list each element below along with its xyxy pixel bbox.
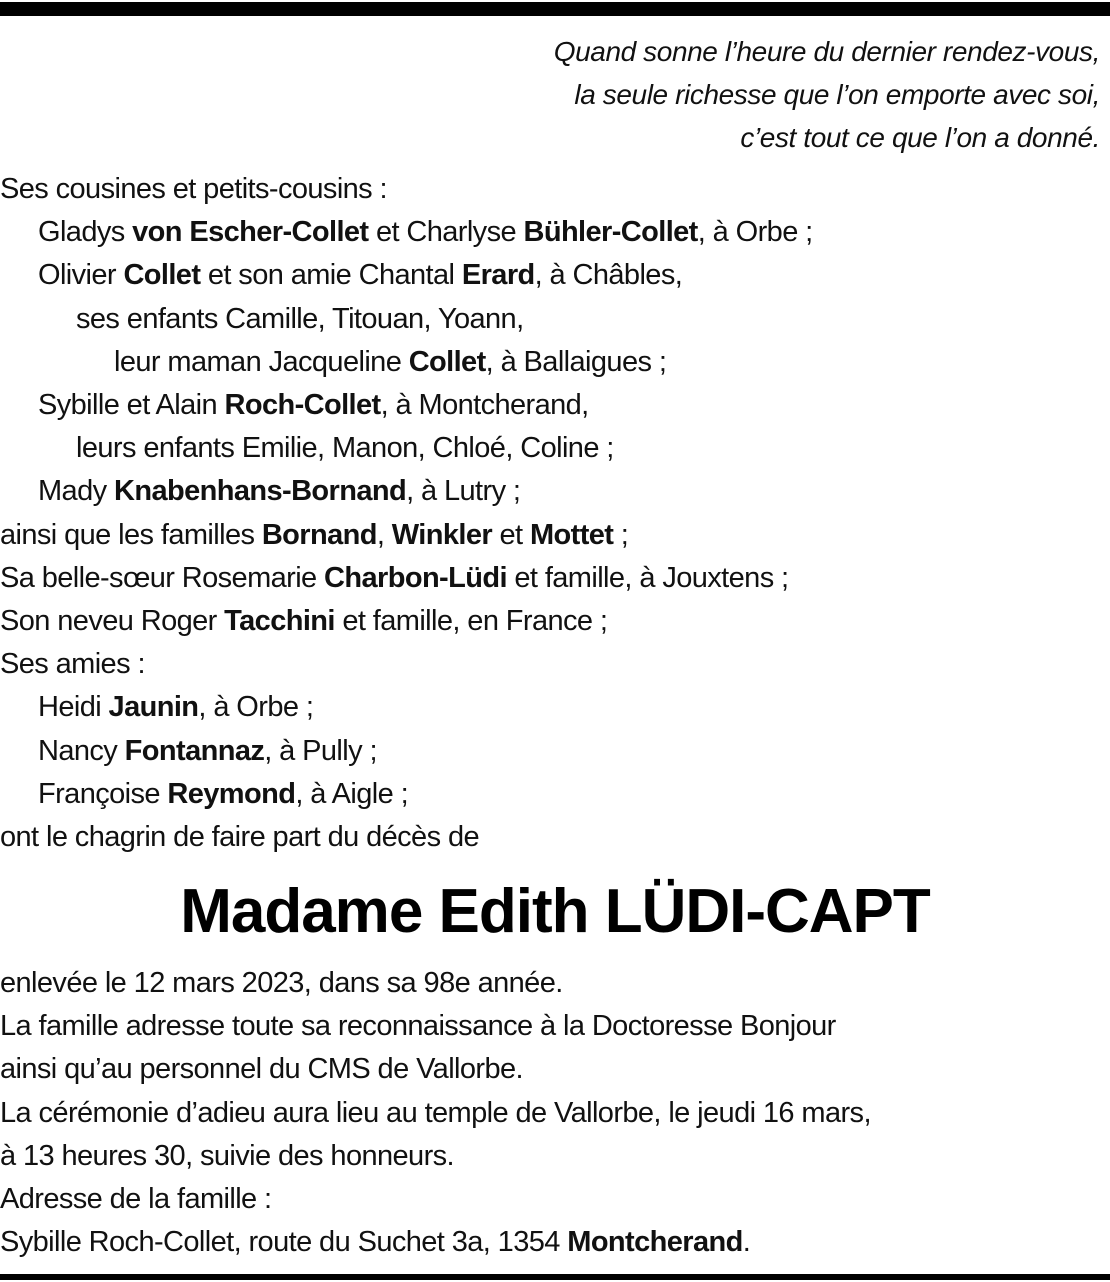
ceremony-line: La cérémonie d’adieu aura lieu au temple de Vallorbe, le jeudi 16 mars, — [0, 1096, 871, 1129]
family-member-line: leurs enfants Emilie, Manon, Chloé, Coline ; — [76, 432, 614, 465]
death-date-line: enlevée le 12 mars 2023, dans sa 98e année. — [0, 967, 563, 999]
friend-line: Françoise Reymond, à Aigle ; — [38, 777, 409, 810]
family-member-line: ses enfants Camille, Titouan, Yoann, — [76, 302, 524, 335]
quote-line: Quand sonne l’heure du dernier rendez-vous, — [553, 36, 1100, 67]
notice-details — [0, 962, 1110, 1264]
top-rule — [0, 2, 1110, 16]
family-address: Sybille Roch-Collet, route du Suchet 3a, 1354 Montcherand. — [0, 1226, 751, 1259]
family-member-line: leur maman Jacqueline Collet, à Ballaigues ; — [114, 345, 667, 378]
family-member-line: Gladys von Escher-Collet et Charlyse Bühler-Collet, à Orbe ; — [38, 216, 813, 249]
friend-line: Heidi Jaunin, à Orbe ; — [38, 691, 314, 724]
family-member-line: Sybille et Alain Roch-Collet, à Montcherand, — [38, 389, 589, 422]
friends-heading: Ses amies : — [0, 648, 145, 681]
bottom-rule — [0, 1274, 1110, 1280]
friend-line: Nancy Fontannaz, à Pully ; — [38, 734, 377, 767]
thanks-line: ainsi qu’au personnel du CMS de Vallorbe. — [0, 1053, 523, 1086]
quote-line: c’est tout ce que l’on a donné. — [740, 122, 1100, 153]
epigraph-quote — [100, 30, 1100, 159]
family-member-line: Mady Knabenhans-Bornand, à Lutry ; — [38, 475, 521, 508]
announcement-line: ont le chagrin de faire part du décès de — [0, 821, 479, 854]
nephew-line: Son neveu Roger Tacchini et famille, en France ; — [0, 605, 608, 638]
quote-line: la seule richesse que l’on emporte avec soi, — [574, 79, 1100, 110]
cousins-heading: Ses cousines et petits-cousins : — [0, 173, 387, 205]
sister-in-law-line: Sa belle-sœur Rosemarie Charbon-Lüdi et famille, à Jouxtens ; — [0, 561, 789, 594]
deceased-name: Madame Edith LÜDI-CAPT — [180, 877, 930, 946]
families-line: ainsi que les familles Bornand, Winkler et Mottet ; — [0, 518, 629, 551]
address-heading: Adresse de la famille : — [0, 1183, 272, 1216]
thanks-line: La famille adresse toute sa reconnaissance à la Doctoresse Bonjour — [0, 1010, 836, 1043]
ceremony-line: à 13 heures 30, suivie des honneurs. — [0, 1139, 454, 1172]
family-member-line: Olivier Collet et son amie Chantal Erard, à Châbles, — [38, 259, 683, 292]
family-list — [0, 168, 1110, 859]
